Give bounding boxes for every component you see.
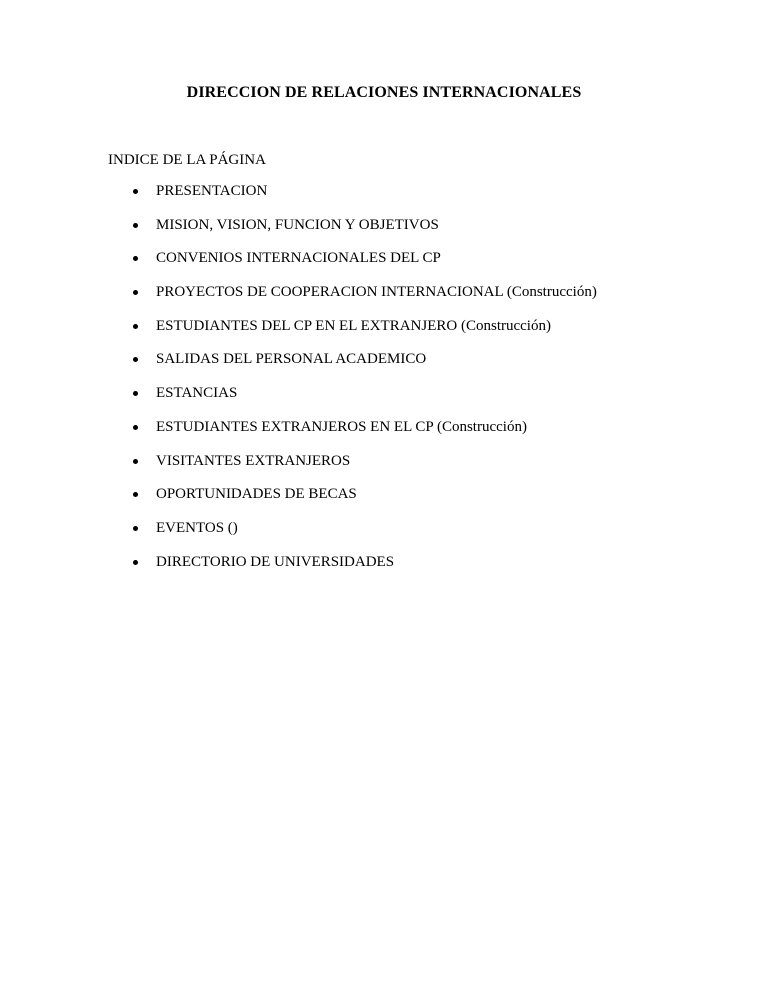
list-item-label: ESTUDIANTES EXTRANJEROS EN EL CP (Construcción) <box>156 418 527 435</box>
list-item-label: PROYECTOS DE COOPERACION INTERNACIONAL (Construcción) <box>156 284 597 301</box>
bullet-icon <box>133 324 138 329</box>
list-item-label: VISITANTES EXTRANJEROS <box>156 452 351 469</box>
bullet-icon <box>133 256 138 261</box>
bullet-icon <box>133 425 138 430</box>
bullet-icon <box>133 290 138 295</box>
list-item-label: ESTUDIANTES DEL CP EN EL EXTRANJERO (Construcción) <box>156 317 551 334</box>
bullet-icon <box>133 189 138 194</box>
bullet-icon <box>133 357 138 362</box>
list-item-label: CONVENIOS INTERNACIONALES DEL CP <box>156 250 441 267</box>
bullet-icon <box>133 223 138 228</box>
document-title: DIRECCION DE RELACIONES INTERNACIONALES <box>186 84 582 101</box>
list-item-label: ESTANCIAS <box>156 385 238 402</box>
list-item-label: MISION, VISION, FUNCION Y OBJETIVOS <box>156 216 439 233</box>
bullet-icon <box>133 492 138 497</box>
list-item-label: SALIDAS DEL PERSONAL ACADEMICO <box>156 351 427 368</box>
list-item-label: EVENTOS () <box>156 519 238 536</box>
list-item-label: PRESENTACION <box>156 183 268 199</box>
list-item-label: DIRECTORIO DE UNIVERSIDADES <box>156 553 395 570</box>
bullet-icon <box>133 459 138 464</box>
bullet-icon <box>133 560 138 565</box>
bullet-icon <box>133 391 138 396</box>
list-item-label: OPORTUNIDADES DE BECAS <box>156 486 357 503</box>
bullet-icon <box>133 526 138 531</box>
index-heading: INDICE DE LA PÁGINA <box>108 152 266 168</box>
